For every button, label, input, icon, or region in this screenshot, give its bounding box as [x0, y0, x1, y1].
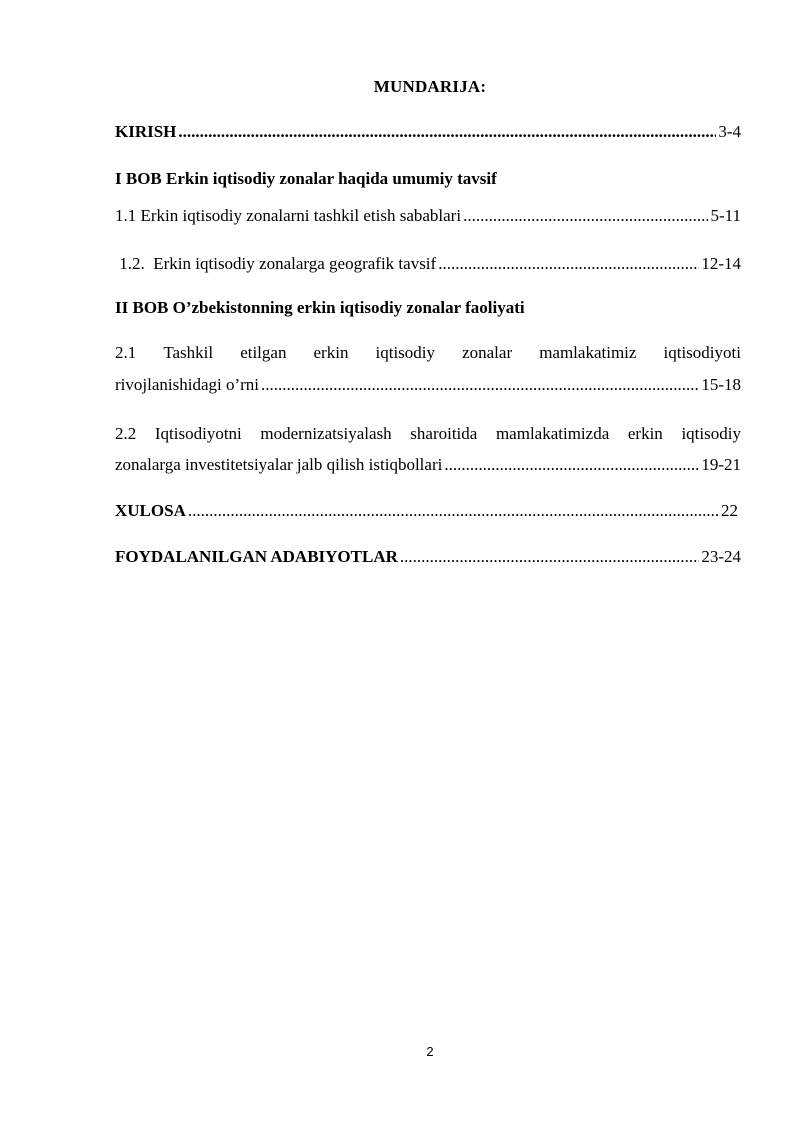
- toc-word: Iqtisodiyotni: [154, 424, 242, 443]
- toc-leader-dots: [188, 501, 719, 521]
- page-title: MUNDARIJA:: [373, 77, 487, 96]
- toc-entry-1-1: [115, 206, 741, 226]
- page-number: 2: [426, 1044, 434, 1059]
- toc-word: iqtisodiy: [375, 343, 436, 362]
- toc-word: mamlakatimiz: [539, 343, 637, 362]
- toc-leader-dots: [178, 122, 716, 142]
- toc-pages: 23-24: [701, 547, 741, 566]
- toc-word: iqtisodiy: [681, 424, 741, 443]
- toc-leader-dots: [463, 206, 708, 226]
- toc-leader-dots: [400, 547, 699, 567]
- toc-word: sharoitida: [410, 424, 478, 443]
- toc-word: 2.1: [115, 343, 137, 362]
- toc-pages: 15-18: [701, 375, 741, 394]
- toc-entry-2-2-line1: [115, 424, 741, 444]
- toc-leader-dots: [438, 254, 699, 274]
- toc-pages: 5-11: [710, 206, 741, 225]
- toc-entry-1-2: [115, 254, 741, 274]
- toc-word: 2.2: [115, 424, 137, 443]
- toc-label: 1.1 Erkin iqtisodiy zonalarni tashkil etish sabablari: [115, 206, 462, 225]
- toc-label: zonalarga investitetsiyalar jalb qilish istiqbollari: [115, 455, 443, 474]
- toc-pages: 3-4: [718, 122, 741, 141]
- toc-word: mamlakatimizda: [495, 424, 610, 443]
- toc-chapter-2-heading: II BOB O’zbekistonning erkin iqtisodiy zonalar faoliyati: [115, 298, 525, 317]
- toc-label: FOYDALANILGAN ADABIYOTLAR: [115, 547, 398, 566]
- toc-label: XULOSA: [115, 501, 186, 520]
- toc-label: 1.2. Erkin iqtisodiy zonalarga geografik tavsif: [115, 254, 437, 273]
- toc-entry-2-1-line1: [115, 343, 741, 363]
- toc-word: erkin: [313, 343, 349, 362]
- toc-leader-dots: [444, 455, 699, 475]
- toc-entry-adabiyotlar: [115, 547, 741, 567]
- toc-word: Tashkil: [163, 343, 214, 362]
- toc-chapter-1-heading: I BOB Erkin iqtisodiy zonalar haqida umumiy tavsif: [115, 169, 497, 188]
- toc-entry-2-2: [115, 455, 741, 475]
- toc-entry-2-1: [115, 375, 741, 395]
- toc-entry-kirish: [115, 122, 741, 142]
- toc-label: KIRISH: [115, 122, 177, 141]
- toc-pages: 12-14: [701, 254, 741, 273]
- toc-pages: 22: [721, 501, 738, 520]
- toc-entry-xulosa: [115, 501, 738, 521]
- toc-word: erkin: [627, 424, 663, 443]
- toc-leader-dots: [261, 375, 699, 395]
- toc-pages: 19-21: [701, 455, 741, 474]
- toc-word: iqtisodiyoti: [663, 343, 741, 362]
- toc-label: rivojlanishidagi o’rni: [115, 375, 260, 394]
- toc-word: etilgan: [240, 343, 287, 362]
- toc-word: modernizatsiyalash: [260, 424, 392, 443]
- toc-word: zonalar: [462, 343, 513, 362]
